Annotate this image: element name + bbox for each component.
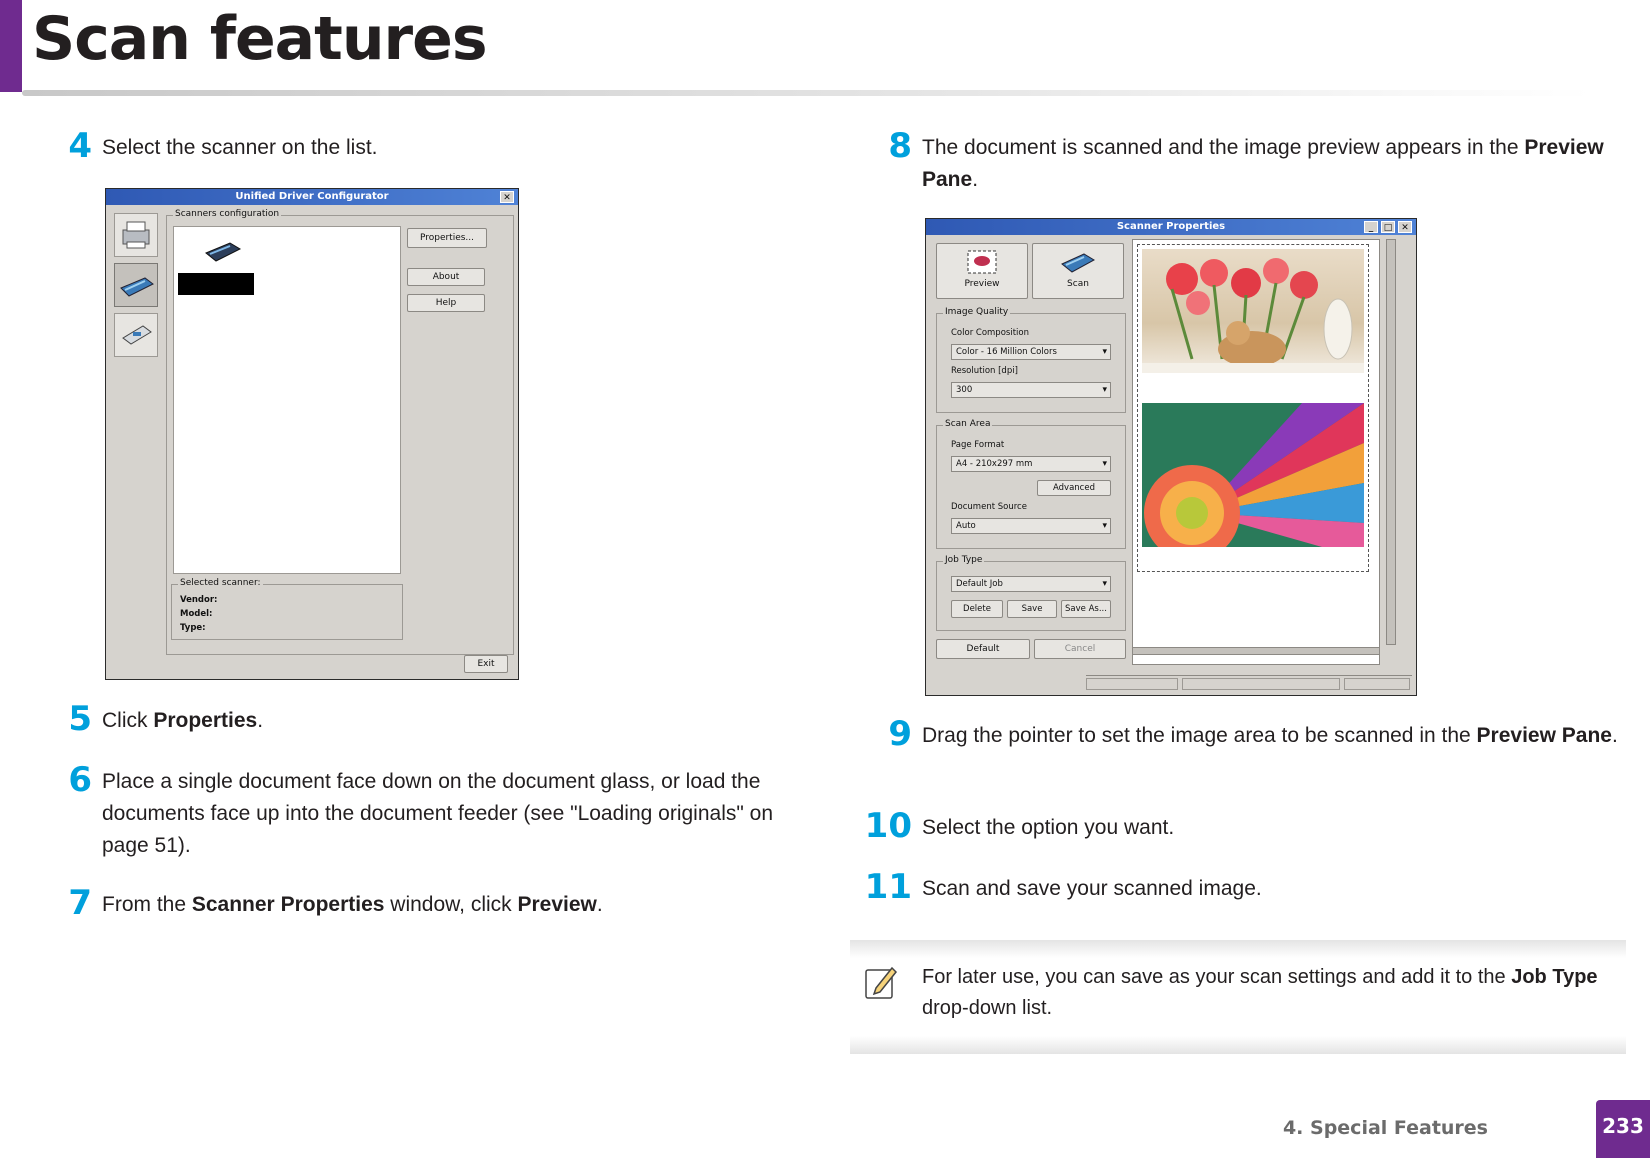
step-number: 8 [888,126,912,166]
color-composition-select[interactable]: Color - 16 Million Colors ▾ [951,344,1111,360]
step-text-post: . [1611,724,1618,747]
save-button[interactable]: Save [1007,600,1057,618]
type-label: Type: [180,623,206,633]
udc-screenshot [105,188,519,680]
step-text-bold: Properties [153,709,258,732]
group-label: Scanners configuration [175,209,280,219]
step-number: 5 [68,699,92,739]
help-button[interactable]: Help [407,294,485,312]
selected-scanner-entry[interactable] [178,273,254,295]
step-text-pre: From the [102,893,192,916]
vertical-scrollbar[interactable] [1386,239,1396,645]
step-number: 7 [68,883,92,923]
status-cell [1086,678,1178,690]
step-7 [68,883,802,923]
step-text-mid: window, click [384,893,518,916]
maximize-icon[interactable]: □ [1381,221,1395,233]
scanners-configuration-group [166,209,514,655]
preview-icon [965,248,999,276]
note-pencil-icon [862,962,902,1002]
page-number: 233 [1596,1100,1650,1158]
job-type-select[interactable]: Default Job ▾ [951,576,1111,592]
step-number: 9 [888,714,912,754]
preview-button[interactable] [936,243,1028,299]
status-cell [1182,678,1340,690]
printer-config-icon[interactable] [114,213,158,257]
scanner-list[interactable] [173,226,401,574]
sp-window-title: Scanner Properties [1116,221,1226,232]
step-11 [864,867,1622,907]
vendor-label: Vendor: [180,595,218,605]
step-number: 11 [864,867,912,907]
udc-window-title: Unified Driver Configurator [235,191,389,202]
note-text-bold: Job Type [1511,966,1598,988]
step-text-bold: Preview Pane [1476,724,1612,747]
horizontal-scrollbar[interactable] [1132,647,1380,655]
step-text: Scan and save your scanned image. [922,877,1262,900]
sp-titlebar [926,219,1416,235]
delete-button[interactable]: Delete [951,600,1003,618]
step-number: 10 [864,806,912,846]
note-text-pre: For later use, you can save as your scan settings and add it to the [922,966,1512,988]
model-label: Model: [180,609,213,619]
resolution-select[interactable]: 300 ▾ [951,382,1111,398]
step-4 [68,126,782,166]
properties-button[interactable]: Properties... [407,228,487,248]
resolution-label: Resolution [dpi] [951,366,1018,376]
step-text-post: . [972,168,979,191]
page-format-label: Page Format [951,440,1005,450]
scanner-properties-screenshot [925,218,1417,696]
udc-titlebar [106,189,518,205]
preview-label: Preview [964,279,1000,289]
color-composition-label: Color Composition [951,328,1029,338]
header-accent-bar [0,0,22,92]
step-text: Select the scanner on the list. [102,136,378,159]
close-icon[interactable]: ✕ [500,191,514,203]
note-text [922,962,1624,1024]
job-type-group [936,555,1126,631]
group-label: Selected scanner: [180,578,261,588]
step-text-pre: Drag the pointer to set the image area to be scanned in the [922,724,1477,747]
exit-button[interactable]: Exit [464,655,508,673]
default-button[interactable]: Default [936,639,1030,659]
step-text-post: . [596,893,603,916]
step-5 [68,699,782,739]
step-text-pre: The document is scanned and the image preview appears in the [922,136,1525,159]
save-as-button[interactable]: Save As... [1061,600,1111,618]
scan-area-selection[interactable] [1137,244,1369,572]
step-text-bold: Preview [517,893,597,916]
selected-scanner-group [171,578,403,640]
step-text: Select the option you want. [922,816,1175,839]
note-bottom-band [850,1036,1626,1054]
image-quality-group [936,307,1126,413]
tulips-kitten-image [1142,249,1364,373]
port-config-icon[interactable] [114,313,158,357]
close-icon[interactable]: ✕ [1398,221,1412,233]
step-text: Place a single document face down on the document glass, or load the documents face up into the document feeder (see "Loading originals" on page 51). [102,770,774,857]
scanner-icon [202,239,244,265]
step-number: 6 [68,760,92,800]
group-label: Job Type [945,555,983,565]
step-text-bold: Scanner Properties [191,893,385,916]
step-text-bold: Preview Pane [922,136,1604,191]
page-title: Scan features [32,4,487,74]
step-8 [888,126,1622,196]
step-number: 4 [68,126,92,166]
step-10 [864,806,1622,846]
document-source-label: Document Source [951,502,1027,512]
preview-pane[interactable] [1132,239,1380,665]
note-text-post: drop-down list. [922,997,1053,1019]
about-button[interactable]: About [407,268,485,286]
note-top-band [850,940,1626,958]
group-label: Image Quality [945,307,1009,317]
status-cell [1344,678,1410,690]
step-6 [68,760,802,862]
status-bar [1086,675,1412,691]
group-label: Scan Area [945,419,991,429]
step-9 [888,714,1622,754]
minimize-icon[interactable]: _ [1364,221,1378,233]
step-text-post: . [257,709,264,732]
scanner-config-icon[interactable] [114,263,158,307]
page-format-select[interactable]: A4 - 210x297 mm ▾ [951,456,1111,472]
scan-label: Scan [1067,279,1089,289]
scan-button[interactable] [1032,243,1124,299]
advanced-button[interactable]: Advanced [1037,480,1111,496]
scanner-icon [1058,248,1098,276]
header-divider [22,90,1592,96]
scan-area-group [936,419,1126,549]
footer-section-label: 4. Special Features [1282,1117,1488,1139]
step-text-pre: Click [102,709,154,732]
document-source-select[interactable]: Auto ▾ [951,518,1111,534]
cancel-button[interactable]: Cancel [1034,639,1126,659]
gerbera-flower-image [1142,403,1364,547]
